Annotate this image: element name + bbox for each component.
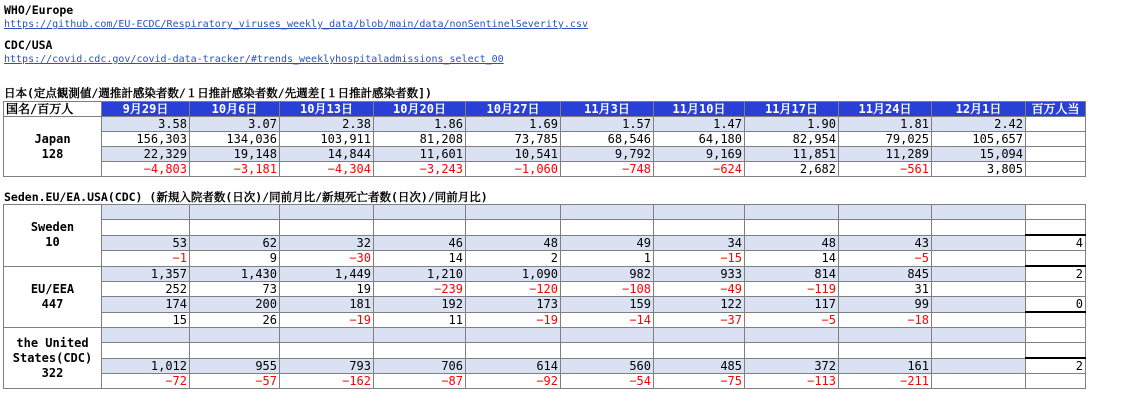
sweden-row-2 [4, 220, 1086, 236]
eu-cell: 192 [374, 297, 466, 313]
japan-cell: 14,844 [280, 147, 374, 162]
sweden-cell: 62 [190, 235, 280, 251]
usa-cell: 560 [561, 358, 654, 374]
sweden-row-4 [4, 251, 1086, 267]
sweden-cell: 9 [190, 251, 280, 267]
usa-cell [932, 343, 1026, 359]
eu-cell: 31 [839, 282, 932, 297]
eu-cell: −119 [745, 282, 839, 297]
usa-cell: −87 [374, 374, 466, 389]
japan-cell: 22,329 [102, 147, 190, 162]
corner-cell: 国名/百万人 [4, 102, 102, 117]
usa-cell [839, 343, 932, 359]
eu-cell [932, 297, 1026, 313]
usa-cell: 372 [745, 358, 839, 374]
sweden-cell [280, 205, 374, 220]
eu-cell: 159 [561, 297, 654, 313]
sweden-cell: 14 [374, 251, 466, 267]
usa-cell: 1,012 [102, 358, 190, 374]
sweden-cell [1026, 220, 1086, 236]
eu-cell [932, 312, 1026, 328]
sweden-cell [280, 220, 374, 236]
japan-row-1 [4, 117, 1086, 132]
cdc-usa-link[interactable]: https://covid.cdc.gov/covid-data-tracker/#trends_weeklyhospitaladmissions_select_00 [4, 54, 504, 65]
japan-cell: 1.47 [654, 117, 745, 132]
usa-cell: −113 [745, 374, 839, 389]
japan-cell: 82,954 [745, 132, 839, 147]
sweden-country-cell [4, 205, 102, 267]
sweden-cell [190, 220, 280, 236]
usa-cell: 955 [190, 358, 280, 374]
japan-cell: 1.57 [561, 117, 654, 132]
sweden-cell [839, 205, 932, 220]
eu-row-1 [4, 266, 1086, 282]
usa-row-4 [4, 374, 1086, 389]
eu-cell [1026, 282, 1086, 297]
japan-cell: −1,060 [466, 162, 561, 177]
eu-cell: 982 [561, 266, 654, 282]
usa-cell [374, 328, 466, 343]
eu-cell [1026, 312, 1086, 328]
japan-cell [1026, 132, 1086, 147]
japan-cell: 68,546 [561, 132, 654, 147]
japan-row-3 [4, 147, 1086, 162]
sweden-row-1 [4, 205, 1086, 220]
usa-cell: 706 [374, 358, 466, 374]
eu-cell [932, 266, 1026, 282]
usa-cell [561, 343, 654, 359]
japan-row-4 [4, 162, 1086, 177]
japan-section-title: 日本(定点観測値/週推計感染者数/１日推計感染者数/先週差[１日推計感染者数]) [4, 86, 432, 100]
japan-cell: 2,682 [745, 162, 839, 177]
eu-cell: 1,357 [102, 266, 190, 282]
eu-cell: −14 [561, 312, 654, 328]
sweden-name-line-3: 10 [45, 235, 60, 250]
japan-cell: 3.07 [190, 117, 280, 132]
usa-cell [190, 328, 280, 343]
japan-cell: 19,148 [190, 147, 280, 162]
usa-name-line-3: States(CDC) [12, 350, 93, 365]
usa-cell [102, 328, 190, 343]
japan-cell: −3,181 [190, 162, 280, 177]
sweden-cell [561, 220, 654, 236]
date-header-10: 12月1日 [932, 102, 1026, 117]
eu-name-line-1: EU/EEA [30, 281, 75, 296]
who-europe-label: WHO/Europe [4, 3, 74, 17]
usa-cell [1026, 328, 1086, 343]
sweden-cell: 53 [102, 235, 190, 251]
usa-cell: −92 [466, 374, 561, 389]
date-header-2: 10月6日 [190, 102, 280, 117]
eu-cell: 122 [654, 297, 745, 313]
japan-cell: 73,785 [466, 132, 561, 147]
usa-country-cell [4, 328, 102, 389]
japan-cell [1026, 147, 1086, 162]
usa-cell: −75 [654, 374, 745, 389]
sweden-cell [466, 205, 561, 220]
sweden-cell: 49 [561, 235, 654, 251]
sweden-cell [932, 220, 1026, 236]
japan-cell: 64,180 [654, 132, 745, 147]
eu-cell: 1,210 [374, 266, 466, 282]
eu-cell: −120 [466, 282, 561, 297]
japan-cell [1026, 117, 1086, 132]
date-header-8: 11月17日 [745, 102, 839, 117]
usa-name-line-2: the United [16, 335, 89, 350]
eu-cell: 11 [374, 312, 466, 328]
japan-cell: −561 [839, 162, 932, 177]
usa-name-line-4: 322 [41, 365, 64, 380]
eu-cell: 1,449 [280, 266, 374, 282]
sweden-cell: −1 [102, 251, 190, 267]
japan-cell: 3.58 [102, 117, 190, 132]
date-header-9: 11月24日 [839, 102, 932, 117]
eu-cell: 15 [102, 312, 190, 328]
sweden-cell [561, 205, 654, 220]
sweden-cell [654, 205, 745, 220]
japan-cell: 156,303 [102, 132, 190, 147]
usa-cell [190, 343, 280, 359]
usa-row-2 [4, 343, 1086, 359]
sweden-cell [745, 205, 839, 220]
usa-cell [839, 328, 932, 343]
eu-cell: 933 [654, 266, 745, 282]
sweden-cell [1026, 251, 1086, 267]
usa-cell [1026, 343, 1086, 359]
sweden-cell: 2 [466, 251, 561, 267]
japan-cell: 79,025 [839, 132, 932, 147]
eu-cell: −19 [466, 312, 561, 328]
eu-cell: 173 [466, 297, 561, 313]
japan-name-line-2: 128 [41, 146, 64, 161]
sweden-cell [839, 220, 932, 236]
sweden-cell [102, 205, 190, 220]
sweden-row-3 [4, 235, 1086, 251]
eu-row-4 [4, 312, 1086, 328]
japan-cell: 103,911 [280, 132, 374, 147]
eu-cell: −18 [839, 312, 932, 328]
usa-cell [374, 343, 466, 359]
japan-cell: 105,657 [932, 132, 1026, 147]
sweden-cell [932, 251, 1026, 267]
usa-cell: −57 [190, 374, 280, 389]
eu-row-2 [4, 282, 1086, 297]
eu-cell [932, 282, 1026, 297]
eu-name-line-2: 447 [41, 296, 64, 311]
eu-cell: 2 [1026, 266, 1086, 282]
sweden-cell: 14 [745, 251, 839, 267]
usa-cell [561, 328, 654, 343]
usa-cell [280, 328, 374, 343]
sweden-cell [374, 205, 466, 220]
hospital-section-title: Seden.EU/EA.USA(CDC) (新規入院者数(日次)/同前月比/新規死亡者数(日次)/同前月比) [4, 190, 488, 204]
eu-cell: 1,090 [466, 266, 561, 282]
usa-cell: −211 [839, 374, 932, 389]
eu-cell: 99 [839, 297, 932, 313]
usa-row-3 [4, 358, 1086, 374]
japan-cell: 9,792 [561, 147, 654, 162]
eu-cell: −239 [374, 282, 466, 297]
japan-cell: 11,851 [745, 147, 839, 162]
date-header-7: 11月10日 [654, 102, 745, 117]
japan-cell: 10,541 [466, 147, 561, 162]
date-header-1: 9月29日 [102, 102, 190, 117]
eu-cell: 174 [102, 297, 190, 313]
sweden-cell [932, 205, 1026, 220]
eu-cell: −37 [654, 312, 745, 328]
usa-cell [932, 358, 1026, 374]
eu-cell: 26 [190, 312, 280, 328]
who-europe-link[interactable]: https://github.com/EU-ECDC/Respiratory_viruses_weekly_data/blob/main/data/nonSentinelSeverity.csv [4, 19, 588, 30]
sweden-cell: 46 [374, 235, 466, 251]
usa-cell: −72 [102, 374, 190, 389]
eu-cell: 200 [190, 297, 280, 313]
japan-cell: 2.42 [932, 117, 1026, 132]
date-header-5: 10月27日 [466, 102, 561, 117]
sweden-cell [745, 220, 839, 236]
sweden-cell: 4 [1026, 235, 1086, 251]
sweden-cell: 1 [561, 251, 654, 267]
japan-name-line-1: Japan [34, 131, 71, 146]
country-table [3, 204, 1086, 389]
usa-cell [745, 328, 839, 343]
usa-cell [466, 343, 561, 359]
cdc-usa-label: CDC/USA [4, 38, 53, 52]
sweden-cell [466, 220, 561, 236]
sweden-cell [102, 220, 190, 236]
usa-cell [102, 343, 190, 359]
date-header-4: 10月20日 [374, 102, 466, 117]
japan-cell: 1.90 [745, 117, 839, 132]
usa-cell [932, 328, 1026, 343]
japan-cell: 9,169 [654, 147, 745, 162]
sweden-cell [932, 235, 1026, 251]
sweden-cell [1026, 205, 1086, 220]
usa-cell [932, 374, 1026, 389]
per-million-header: 百万人当 [1026, 102, 1086, 117]
sweden-cell: 48 [466, 235, 561, 251]
sweden-cell: −15 [654, 251, 745, 267]
usa-cell [466, 328, 561, 343]
eu-country-cell [4, 266, 102, 328]
eu-cell: −49 [654, 282, 745, 297]
eu-cell: 73 [190, 282, 280, 297]
eu-cell: 845 [839, 266, 932, 282]
eu-row-3 [4, 297, 1086, 313]
japan-table [3, 101, 1086, 177]
usa-cell: −162 [280, 374, 374, 389]
sweden-cell: 32 [280, 235, 374, 251]
usa-cell: −54 [561, 374, 654, 389]
eu-cell: 181 [280, 297, 374, 313]
eu-cell: −108 [561, 282, 654, 297]
japan-cell: 1.69 [466, 117, 561, 132]
japan-cell: −4,304 [280, 162, 374, 177]
japan-cell [1026, 162, 1086, 177]
japan-country-cell [4, 117, 102, 177]
japan-cell: −3,243 [374, 162, 466, 177]
date-header-3: 10月13日 [280, 102, 374, 117]
eu-cell: −5 [745, 312, 839, 328]
usa-cell [654, 328, 745, 343]
sweden-cell: −30 [280, 251, 374, 267]
sweden-cell: 48 [745, 235, 839, 251]
sweden-cell [190, 205, 280, 220]
usa-cell: 614 [466, 358, 561, 374]
eu-cell: 1,430 [190, 266, 280, 282]
sweden-cell: 43 [839, 235, 932, 251]
sweden-cell: 34 [654, 235, 745, 251]
usa-cell: 485 [654, 358, 745, 374]
eu-cell: −19 [280, 312, 374, 328]
sweden-cell [654, 220, 745, 236]
japan-row-2 [4, 132, 1086, 147]
usa-cell [745, 343, 839, 359]
eu-cell: 117 [745, 297, 839, 313]
usa-cell: 2 [1026, 358, 1086, 374]
japan-cell: 11,601 [374, 147, 466, 162]
eu-cell: 252 [102, 282, 190, 297]
japan-cell: 15,094 [932, 147, 1026, 162]
date-header-6: 11月3日 [561, 102, 654, 117]
usa-cell: 793 [280, 358, 374, 374]
usa-cell [654, 343, 745, 359]
sweden-cell: −5 [839, 251, 932, 267]
eu-cell: 0 [1026, 297, 1086, 313]
eu-cell: 19 [280, 282, 374, 297]
japan-cell: 1.86 [374, 117, 466, 132]
japan-cell: −748 [561, 162, 654, 177]
japan-cell: −4,803 [102, 162, 190, 177]
usa-cell [1026, 374, 1086, 389]
usa-cell: 161 [839, 358, 932, 374]
usa-row-1 [4, 328, 1086, 343]
japan-cell: 134,036 [190, 132, 280, 147]
header-row [4, 102, 1086, 117]
japan-cell: −624 [654, 162, 745, 177]
sweden-name-line-2: Sweden [30, 220, 75, 235]
japan-cell: 11,289 [839, 147, 932, 162]
usa-cell [280, 343, 374, 359]
eu-cell: 814 [745, 266, 839, 282]
japan-cell: 3,805 [932, 162, 1026, 177]
japan-cell: 1.81 [839, 117, 932, 132]
japan-cell: 81,208 [374, 132, 466, 147]
sweden-cell [374, 220, 466, 236]
japan-cell: 2.38 [280, 117, 374, 132]
